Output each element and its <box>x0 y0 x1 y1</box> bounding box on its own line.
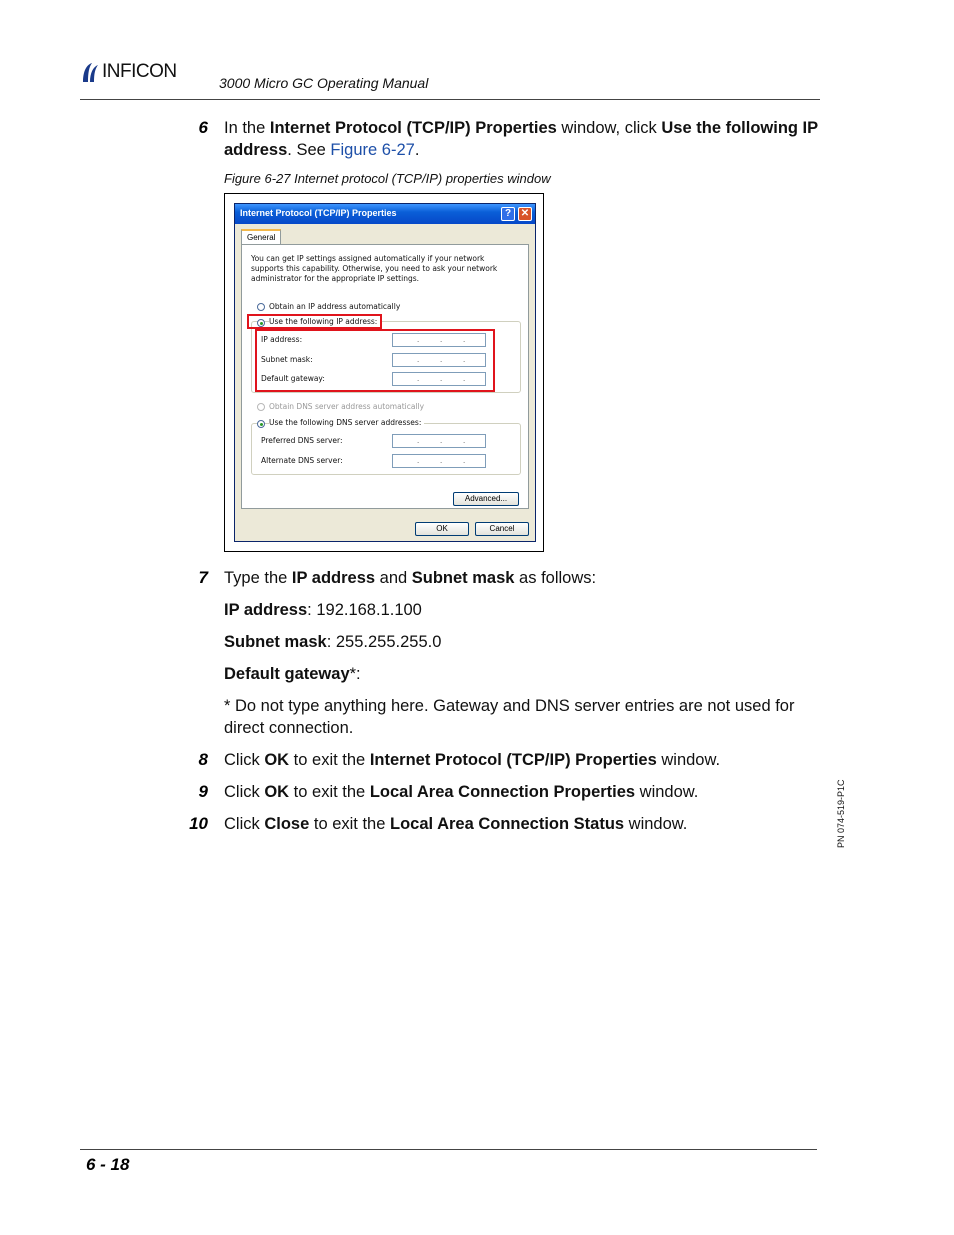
text-run: to exit the <box>289 751 370 769</box>
step-10-number: 10 <box>189 814 208 833</box>
field-name: Subnet mask <box>224 633 327 651</box>
tab-general[interactable]: General <box>241 229 281 246</box>
octet-separator: . <box>417 456 420 465</box>
general-tab-panel <box>241 244 529 509</box>
ip-address-instruction <box>224 599 422 621</box>
logo-wordmark: INFICON <box>102 61 177 82</box>
step-6-number: 6 <box>198 118 208 137</box>
highlight-ip-fields <box>255 329 495 392</box>
octet-separator: . <box>463 335 466 344</box>
alternate-dns-label: Alternate DNS server: <box>261 456 343 465</box>
intro-text: You can get IP settings assigned automatically if your network supports this capability. Otherwise, you need to ask your network administrator for the appropriate IP settings. <box>251 254 498 283</box>
step-9-text <box>224 781 824 803</box>
field-name: Default gateway <box>224 665 350 683</box>
text-run: Type the <box>224 569 292 587</box>
text-run: and <box>375 569 412 587</box>
alternate-dns-field[interactable] <box>392 454 486 468</box>
help-icon[interactable]: ? <box>501 207 515 221</box>
text-run: window. <box>635 783 699 801</box>
field-name: IP address <box>291 569 376 587</box>
figure-frame <box>224 193 544 552</box>
step-8-text <box>224 749 824 771</box>
manual-title: 3000 Micro GC Operating Manual <box>219 75 429 91</box>
text-run: Click <box>224 815 265 833</box>
field-name: Subnet mask <box>411 569 515 587</box>
text-run: window, click <box>556 119 662 137</box>
step-8-number: 8 <box>198 750 208 769</box>
window-title: Internet Protocol (TCP/IP) Properties <box>240 208 397 218</box>
octet-separator: . <box>417 355 420 364</box>
text-run: as follows: <box>514 569 597 587</box>
field-value: : 192.168.1.100 <box>307 601 422 619</box>
advanced-button[interactable]: Advanced... <box>453 492 519 506</box>
part-number: PN 074-519-P1C <box>836 779 846 848</box>
button-name: Close <box>264 815 310 833</box>
text-run: Click <box>224 751 265 769</box>
field-value: : 255.255.255.0 <box>326 633 442 651</box>
option-name: Use the following IP address <box>224 119 818 159</box>
radio-use-ip-label: Use the following IP address: <box>269 317 380 327</box>
window-name: Local Area Connection Status <box>390 815 625 833</box>
step-7-text <box>224 567 824 589</box>
text-run: Click <box>224 783 265 801</box>
step-6-text <box>224 117 824 161</box>
octet-separator: . <box>463 374 466 383</box>
highlight-use-ip-option <box>247 314 382 329</box>
radio-auto-dns-label: Obtain DNS server address automatically <box>269 402 425 411</box>
default-gateway-instruction <box>224 663 361 685</box>
subnet-mask-label: Subnet mask: <box>261 355 313 364</box>
subnet-mask-instruction <box>224 631 441 653</box>
ip-address-label: IP address: <box>261 335 303 344</box>
octet-separator: . <box>463 456 466 465</box>
radio-use-dns-label: Use the following DNS server addresses: <box>269 418 424 428</box>
figure-link[interactable]: Figure 6-27 <box>330 141 415 159</box>
text-run: . <box>414 141 420 159</box>
octet-separator: . <box>417 436 420 445</box>
default-gateway-label: Default gateway: <box>261 374 325 383</box>
text-run: window. <box>656 751 721 769</box>
radio-auto-ip-label: Obtain an IP address automatically <box>269 302 401 311</box>
field-value: *: <box>349 665 361 683</box>
window-name: Local Area Connection Properties <box>369 783 636 801</box>
octet-separator: . <box>440 374 443 383</box>
gateway-note: * Do not type anything here. Gateway and DNS server entries are not used for direct connection. <box>224 697 795 737</box>
figure-caption: Figure 6-27 Internet protocol (TCP/IP) properties window <box>224 171 551 186</box>
inficon-logo-icon <box>80 60 100 84</box>
text-run: In the <box>224 119 270 137</box>
octet-separator: . <box>463 355 466 364</box>
button-name: OK <box>264 783 290 801</box>
octet-separator: . <box>440 355 443 364</box>
close-icon[interactable]: ✕ <box>518 207 532 221</box>
text-run: to exit the <box>309 815 390 833</box>
header-divider <box>80 99 820 100</box>
step-9-number: 9 <box>198 782 208 801</box>
radio-auto-ip[interactable] <box>257 303 265 311</box>
text-run: to exit the <box>289 783 370 801</box>
field-name: IP address <box>224 601 308 619</box>
text-run: window. <box>624 815 688 833</box>
ok-button[interactable]: OK <box>415 522 469 536</box>
step-7-number: 7 <box>198 568 208 587</box>
button-name: OK <box>264 751 290 769</box>
tcpip-properties-window <box>234 203 536 542</box>
radio-use-dns[interactable] <box>257 420 265 428</box>
step-10-text <box>224 813 824 835</box>
inficon-logo <box>80 60 177 84</box>
preferred-dns-label: Preferred DNS server: <box>261 436 343 445</box>
text-run: . See <box>287 141 331 159</box>
octet-separator: . <box>440 436 443 445</box>
radio-auto-dns[interactable] <box>257 403 265 411</box>
preferred-dns-field[interactable] <box>392 434 486 448</box>
window-name: Internet Protocol (TCP/IP) Properties <box>369 751 657 769</box>
octet-separator: . <box>417 374 420 383</box>
octet-separator: . <box>440 456 443 465</box>
footer-divider <box>80 1149 817 1150</box>
octet-separator: . <box>463 436 466 445</box>
octet-separator: . <box>417 335 420 344</box>
window-name: Internet Protocol (TCP/IP) Properties <box>269 119 557 137</box>
page-number: 6 - 18 <box>86 1155 130 1174</box>
octet-separator: . <box>440 335 443 344</box>
window-titlebar[interactable] <box>235 204 535 224</box>
cancel-button[interactable]: Cancel <box>475 522 529 536</box>
